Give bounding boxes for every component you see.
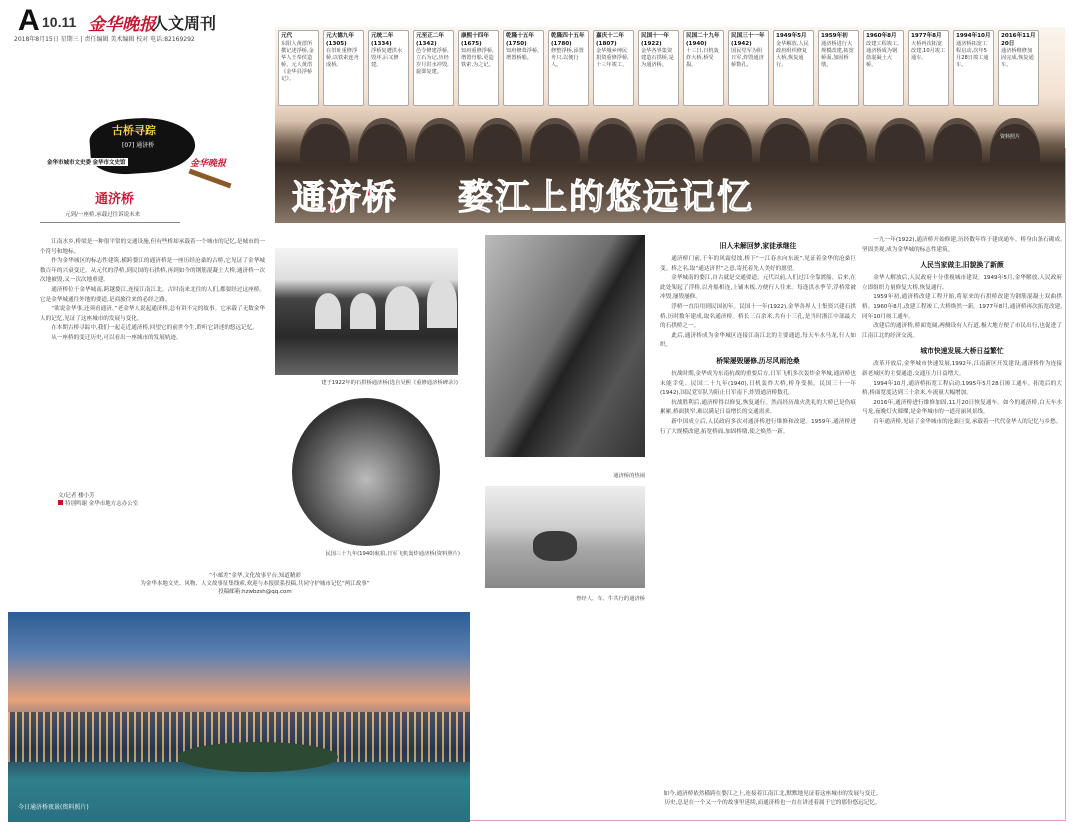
bridge-arches-graphic [300,118,1040,162]
crowded-bridge-photo [485,235,645,457]
timeline-entry [728,30,769,106]
timeline-text: 知府修葺浮桥,增置桥船。 [506,48,539,62]
column-sponsors: 金华市城市文史委 金华市文史馆 [47,160,126,166]
timeline-entry [458,30,499,106]
timeline-year: 元代 [281,33,293,39]
timeline-year: 元统二年(1334) [371,33,394,47]
paragraph: 通济桥门前,千年的风霜侵蚀,桥下“一江春水向东流”,见证着金华的沧桑巨变。桥之名,取“通达济世”之意,寄托着先人美好的愿望。 [660,256,856,272]
headline: 婺江上的悠远记忆 [458,178,755,218]
section-heading: 人民当家做主,旧貌换了新颜 [920,262,1004,270]
timeline-year: 1959年初 [821,33,848,39]
paragraph: 金华城南的婺江,自古就是交通要道。元代以前,人们过江全靠渡船。后来,在此处架起了浮桥,以舟船相连,上铺木板,方便行人往来。每逢洪水季节,浮桥常被冲毁,屡毁屡修。 [660,275,856,301]
timeline-text: 通济桥进行大规模改建,拓宽桥面,加固桥墩。 [821,40,854,68]
old-bridge-photo [275,248,458,375]
divider [40,222,180,223]
paragraph: 作为金华城区的标志性建筑,横跨婺江的通济桥是一座历经沧桑的古桥,它见证了金华城数百年的兴衰变迁。从元代的浮桥,到民国的石拱桥,再到如今的钢筋混凝土大桥,通济桥一次次地被毁,又一次次地重建。 [40,258,265,284]
column-header [40,118,265,208]
closing-paragraph [480,790,1065,807]
timeline-year: 元至正二年(1342) [416,33,444,47]
article-column [660,236,856,437]
photo-caption: 建于1922年的石拱桥通济桥(选自吴熙《重修通济桥碑录》) [321,380,458,386]
timeline-text: 大桥再次拓宽改建,10月竣工通车。 [911,40,946,61]
column-subtitle: 元到/一座桥,承载过往诉说未来 [65,212,141,218]
paragraph: 江南水乡,桥梁是一种很平常的交通设施,但有些桥却承载着一个城市的记忆,是城市的一个符号和地标。 [40,239,265,255]
paragraph: 一九一年(1922),通济桥开始修建,历经数年终于建成通车。桥身由条石砌成,坚固美观,成为金华城的标志性建筑。 [862,237,1062,253]
timeline-year: 2016年11月20日 [1001,33,1036,47]
issue-meta: 2018年8月15日 星期三 | 责任编辑 美术编辑 校对 电话:82169292 [14,36,195,43]
timeline-text: 通济桥维修加固完成,恢复通车。 [1001,48,1034,69]
paragraph: 此后,通济桥成为金华城区连接江南江北的主要通道,每天车水马龙,行人如织。 [660,332,856,349]
masthead [0,0,280,45]
timeline-text: 十三日,日机轰炸大桥,桥受损。 [686,48,719,69]
timeline-text: 金华城乡绅民捐资重修浮桥,十三年竣工。 [596,48,629,69]
newspaper-logo: 金华晚报 [88,15,156,35]
cattle-on-bridge-photo [485,486,645,588]
column-name: 通济桥 [95,191,135,206]
paragraph: 抗战时期,金华成为东南抗战的重要后方,日军飞机多次轰炸金华城,通济桥也未能幸免。民国二十九年(1940),日机轰炸大桥,桥身受损。民国三十一年(1942),国民党军队为阻止日军南下,炸毁通济桥数孔。 [660,370,856,397]
timeline-year: 1949年5月 [776,33,807,39]
paragraph: 金华人解放后,人民政府十分重视城市建设。1949年5月,金华解放,人民政府立即组织力量修复大桥,恢复通行。 [862,275,1062,291]
photo-caption: 民国三十九年(1940)航拍,日军飞机轰炸通济桥(资料照片) [325,551,460,557]
timeline-text: 改建工程竣工,通济桥成为钢筋混凝土大桥。 [866,40,899,68]
column-issue: [07] 通济桥 [122,142,155,149]
timeline-entry [413,30,454,106]
paragraph: 从一座桥的变迁历史,可以看出一座城市的发展轨迹。 [51,334,182,341]
timeline-entry [953,30,994,106]
paragraph: 改革开放后,金华城市快速发展,1992年,江南新区开发建设,通济桥作为连接新老城区的主要通道,交通压力日益增大。 [862,361,1062,377]
timeline-year: 民国三十一年(1942) [731,33,765,47]
paragraph: 通济桥位于金华城南,跨越婺江,连接江南江北。古时南来北往的人们,都要经过这座桥。它是金华城通往外地的要道,是商旅往来的必经之路。 [40,286,265,303]
brush-icon [188,169,231,189]
aerial-photo [292,398,440,546]
frame-border [470,820,1066,821]
intro-article [40,238,265,344]
timeline-text: 金华解放,人民政府组织修复大桥,恢复通行。 [776,40,809,68]
timeline-text: 修整浮桥,添置舟只,以便行人。 [551,48,584,69]
timeline-year: 康熙十四年(1675) [461,33,489,47]
timeline-text: 金华各界集资建造石拱桥,是为通济桥。 [641,48,674,69]
timeline-text: 通济桥拓宽工程启动,次年5月28日竣工通车。 [956,40,989,68]
notice-email: 投稿邮箱:hzwbzsh@qq.com [218,589,292,595]
timeline-entry [548,30,589,106]
notice-line: “小邮差”金华,文化故事平台,知道精彩 [209,573,301,579]
timeline-year: 民国十一年(1922) [641,33,669,47]
timeline-year: 1977年8月 [911,33,942,39]
byline: 文/记者 楼小芳 [58,493,95,499]
page-number: 10.11 [42,14,77,30]
timeline-entry [863,30,904,106]
timeline-entry [818,30,859,106]
timeline-entry [998,30,1039,106]
timeline-text: 浮桥复遭洪水毁坏,后又修建。 [371,48,403,69]
paragraph: 改建后的通济桥,桥面宽阔,两侧设有人行道,极大地方便了市民出行,也促进了江南江北的经济交流。 [862,323,1062,339]
timeline-year: 元大德九年(1305) [326,33,354,47]
timeline-year: 乾隆十五年(1750) [506,33,534,47]
timeline-text: 东阳人黄溍所撰记述浮桥,金华人王奉侯造桥。元人黄溍《金华县浮桥记》。 [281,40,314,82]
headline-bridge-name: 通济桥 [292,178,397,218]
city-night-photo [8,612,470,822]
article-column [862,236,1062,428]
page-letter: A [18,4,40,37]
paragraph: 1994年10月,通济桥拓宽工程启动,1995年5月28日竣工通车。拓宽后的大桥,桥面宽度达到三十余米,车流量大幅增加。 [862,380,1062,397]
paragraph: 百年通济桥,见证了金华城市的沧桑巨变,承载着一代代金华人的记忆与乡愁。 [873,418,1062,425]
section-heading: 桥梁屡毁屡修,历尽风雨沧桑 [716,357,800,365]
section-heading: 旧人未解回梦,家徒承继往 [719,243,797,250]
photo-caption: 曾经人、车、牛共行的通济桥 [576,596,645,602]
timeline-year: 1960年8月 [866,33,897,39]
timeline-year: 乾隆四十五年(1780) [551,33,585,47]
timeline-entry [368,30,409,106]
timeline-year: 民国二十九年(1940) [686,33,720,47]
timeline-entry [638,30,679,106]
square-bullet-icon [58,500,63,505]
paragraph: 1959年初,通济桥改建工程开始,将原来的石拱桥改建为钢筋混凝土双曲拱桥。1960年8月,改建工程竣工,大桥焕然一新。1977年8月,通济桥再次拓宽改建,同年10月竣工通车。 [862,294,1062,320]
acknowledgement-text: 特别鸣谢 金华市地方志办公室 [65,501,139,507]
paragraph: 新中国成立后,人民政府多次对通济桥进行维修和改建。1959年,通济桥进行了大规模改建,拓宽桥面,加固桥墩,使之焕然一新。 [660,418,856,435]
paragraph: 2016年,通济桥进行维修加固,11月20日恢复通车。如今的通济桥,白天车水马龙,夜晚灯火璀璨,是金华城市的一道亮丽风景线。 [862,399,1062,416]
timeline [278,30,1039,106]
closing-line: 历史,总是在一个又一个的故事里延续,而通济桥也一直在讲述着属于它的那份悠远记忆。 [664,799,881,806]
acknowledgement [58,499,138,507]
timeline-entry [593,30,634,106]
timeline-entry [908,30,949,106]
frame-border [1065,148,1066,820]
submission-notice [40,572,470,596]
timeline-entry [278,30,319,106]
timeline-text: 在旧址重修浮桥,以铁索连舟成桥。 [326,48,359,69]
paragraph: “欲说金华事,还须看通济。”老金华人说起通济桥,总有讲不完的故事。它承载了无数金华人的记忆,见证了这座城市的发展与变化。 [40,306,265,322]
timeline-entry [323,30,364,106]
column-kicker: 古桥寻踪 [112,125,156,137]
timeline-year: 嘉庆十二年(1807) [596,33,624,47]
photo-credit: 资料照片 [1000,134,1021,140]
paragraph: 在本期古桥寻踪中,我们一起走近通济桥,回望它的前世今生,聆听它讲述的悠远记忆。 [51,325,258,332]
photo-caption: 通济桥的热闹 [613,473,645,479]
closing-line: 如今,通济桥依然横跨在婺江之上,连接着江南江北,默默地见证着这座城市的发展与变迁。 [663,791,882,797]
section-title: 人文周刊 [152,14,217,33]
brand-logo: 金华晚报 [190,158,227,168]
timeline-entry [503,30,544,106]
section-heading: 城市快速发展,大桥日益繁忙 [920,348,1004,356]
timeline-text: 知府重修浮桥,增置舟船,更造铁索,为之记。 [461,48,494,69]
timeline-year: 1994年10月 [956,33,991,39]
paragraph: 抗战胜利后,通济桥得以修复,恢复通行。然而经历战火洗礼的大桥已是伤痕累累,桥面狭窄,难以满足日益增长的交通需求。 [660,399,856,416]
timeline-entry [683,30,724,106]
photo-caption: 今日通济桥夜景(资料照片) [18,804,89,811]
paragraph: 浮桥一直沿用到民国初年。民国十一年(1922),金华各界人士集资兴建石拱桥,历时数年建成,取名通济桥。桥长三百余米,共有十三孔,是当时浙江中部最大的石拱桥之一。 [660,303,856,330]
timeline-text: 邑令修建浮桥,立石为记,历经岁月洪水冲毁,旋即复建。 [416,48,449,76]
timeline-entry [773,30,814,106]
notice-line: 为金华本地文史、风物、人文故事征集线索,欢迎与本报联系投稿,共同守护城市记忆“两江故事” [140,581,370,587]
timeline-text: 国民党军为阻日军,炸毁通济桥数孔。 [731,48,764,69]
